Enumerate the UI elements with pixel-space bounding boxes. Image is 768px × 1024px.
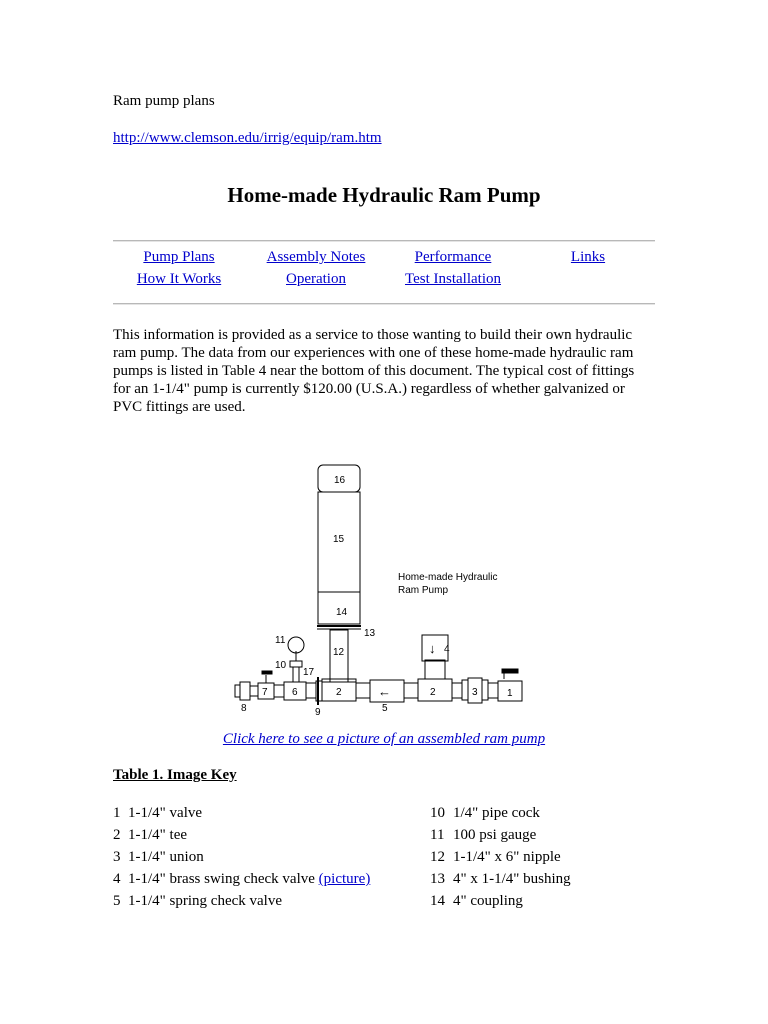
diagram-title: Home-made Hydraulic	[398, 572, 498, 583]
picture-link[interactable]: (picture)	[318, 871, 371, 887]
nav-link-operation[interactable]: Operation	[286, 271, 346, 287]
part-label: 4	[444, 644, 450, 655]
page-label: Ram pump plans	[113, 93, 215, 109]
intro-paragraph	[113, 326, 653, 416]
image-key-left-column	[113, 802, 393, 912]
intro-line: for an 1-1/4" pump is currently $120.00 (U.S.A.) regardless of whether galvanized or	[113, 381, 625, 397]
part-label: 6	[292, 687, 298, 698]
part-label: 16	[334, 475, 346, 486]
part-label: 2	[430, 687, 436, 698]
table-row: 5 1-1/4" spring check valve	[113, 893, 282, 909]
end-fitting-part-8	[240, 682, 250, 700]
nav-divider-bottom	[113, 303, 655, 305]
image-key-right-column	[430, 802, 630, 912]
part-label: 9	[315, 707, 321, 718]
part-label: 12	[333, 647, 345, 658]
part-label: 2	[336, 687, 342, 698]
diagram-subtitle: Ram Pump	[398, 585, 449, 596]
part-label: 3	[472, 687, 478, 698]
intro-line: pumps is listed in Table 4 near the bottom of this document. The typical cost of fittings	[113, 363, 635, 379]
table-row: 12 1-1/4" x 6" nipple	[430, 849, 561, 865]
intro-line: PVC fittings are used.	[113, 399, 246, 415]
ram-pump-diagram	[0, 455, 768, 720]
table-row: 10 1/4" pipe cock	[430, 805, 540, 821]
table-row: 11 100 psi gauge	[430, 827, 537, 843]
flow-arrow-icon: ←	[378, 684, 391, 699]
intro-line: ram pump. The data from our experiences with one of these home-made hydraulic ram	[113, 345, 634, 361]
part-label: 8	[241, 703, 247, 714]
part-label: 14	[336, 607, 348, 618]
intro-line: This information is provided as a service to those wanting to build their own hydraulic	[113, 327, 633, 343]
gauge-part-11	[288, 637, 304, 653]
part-label: 1	[507, 688, 513, 699]
table-row: 2 1-1/4" tee	[113, 827, 188, 843]
part-label: 7	[262, 687, 268, 698]
part-label: 17	[303, 667, 315, 678]
table-row: 1 1-1/4" valve	[113, 805, 203, 821]
tee-riser	[425, 660, 445, 679]
nav-link-test-installation[interactable]: Test Installation	[404, 271, 501, 287]
check-arrow-icon: ↓	[429, 641, 436, 656]
table-title: Table 1. Image Key	[113, 767, 237, 783]
table-row: 4 1-1/4" brass swing check valve (picture)	[113, 871, 371, 887]
source-url-link[interactable]: http://www.clemson.edu/irrig/equip/ram.htm	[113, 130, 382, 146]
table-row: 3 1-1/4" union	[113, 849, 204, 865]
part-label: 10	[275, 660, 287, 671]
nav-link-how-it-works[interactable]: How It Works	[136, 271, 222, 287]
table-row: 13 4" x 1-1/4" bushing	[430, 871, 571, 887]
part-label: 13	[364, 628, 376, 639]
nav-link-performance[interactable]: Performance	[414, 249, 492, 265]
part-label: 15	[333, 534, 345, 545]
assembled-pump-picture-link[interactable]: Click here to see a picture of an assembled ram pump	[222, 731, 546, 747]
nav-link-assembly-notes[interactable]: Assembly Notes	[266, 249, 366, 265]
pipe-cock-part-10	[290, 661, 302, 667]
part-label: 11	[275, 635, 286, 646]
part-label: 5	[382, 703, 388, 714]
nav-divider-top	[113, 240, 655, 242]
nav-link-pump-plans[interactable]: Pump Plans	[143, 249, 215, 265]
table-row: 14 4" coupling	[430, 893, 523, 909]
nav-link-links[interactable]: Links	[570, 249, 606, 265]
page-title: Home-made Hydraulic Ram Pump	[227, 183, 541, 207]
